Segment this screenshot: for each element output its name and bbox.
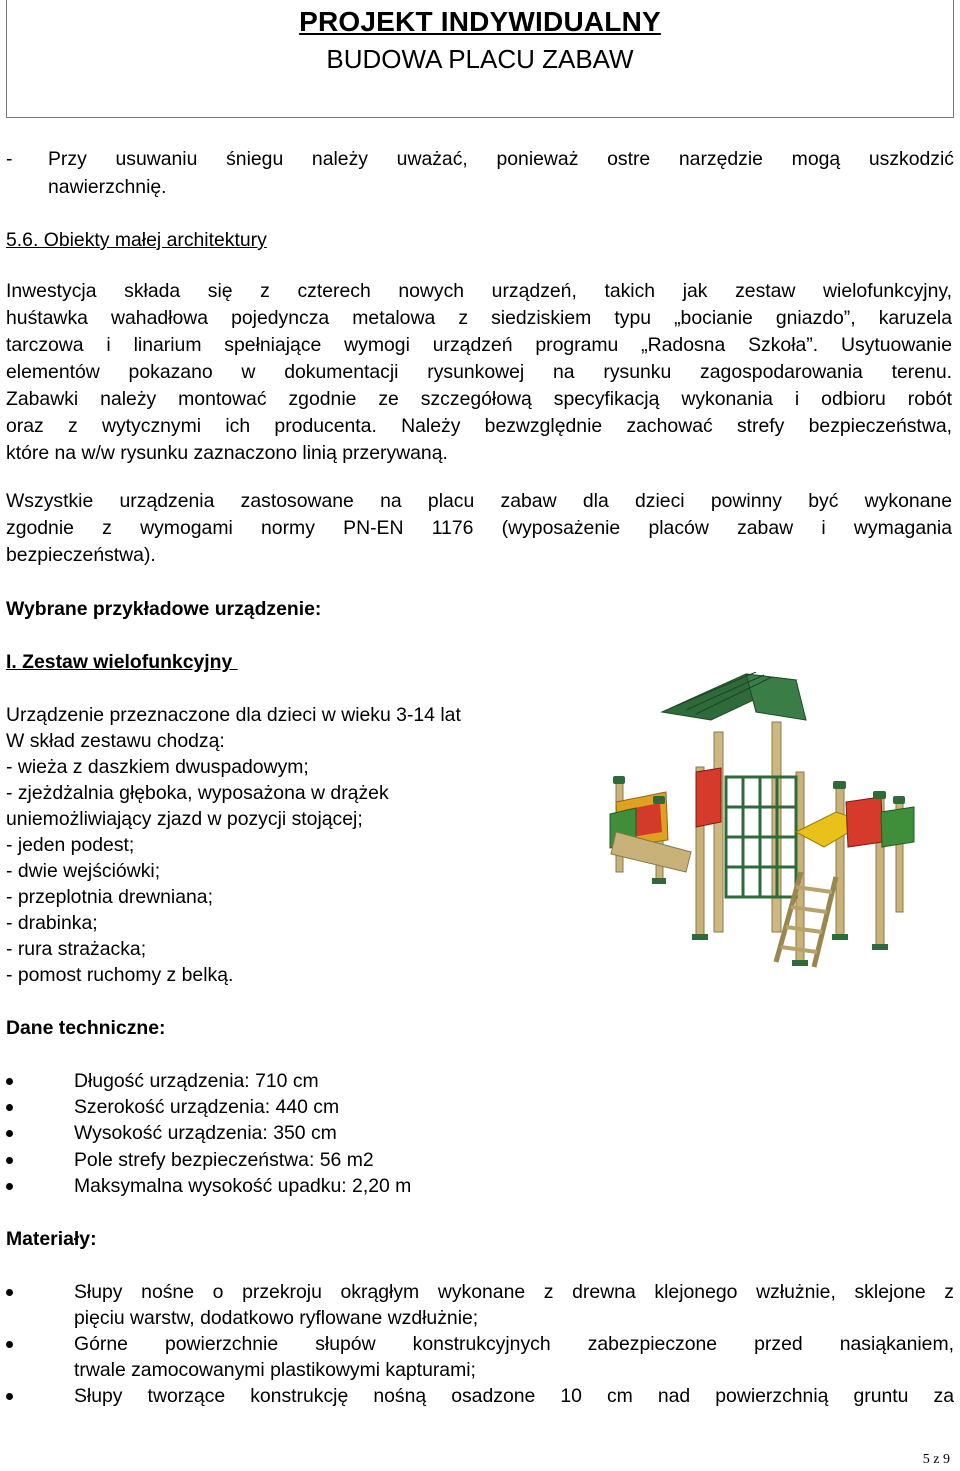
para1-line: Inwestycja składa się z czterech nowych urządzeń, takich jak zestaw wielofunkcyjny, [6,280,952,302]
materials-heading: Materiały: [6,1228,97,1250]
item-line: Urządzenie przeznaczone dla dzieci w wieku 3-14 lat [6,704,461,726]
para1-line: Zabawki należy montować zgodnie ze szczegółową specyfikacją wykonania i odbioru robót [6,388,952,410]
bullet-icon [6,1078,13,1085]
item-line: - wieża z daszkiem dwuspadowym; [6,756,309,778]
para1-line: huśtawka wahadłowa pojedyncza metalowa z siedziskiem typu „bocianie gniazdo”, karuzela [6,307,952,329]
selected-device-heading: Wybrane przykładowe urządzenie: [6,598,322,620]
section-heading: 5.6. Obiekty małej architektury [6,229,267,251]
bullet-icon [6,1157,13,1164]
item-line: - pomost ruchomy z belką. [6,964,234,986]
para1-line: oraz z wytycznymi ich producenta. Należy bezwzględnie zachować strefy bezpieczeństwa, [6,415,952,437]
bullet-icon [6,1183,13,1190]
snow-note-line-2: nawierzchnię. [48,176,167,198]
para2-line: zgodnie z wymogami normy PN-EN 1176 (wyposażenie placów zabaw i wymagania [6,517,952,539]
para1-line: które na w/w rysunku zaznaczono linią przerywaną. [6,442,448,464]
snow-note-line-1: Przy usuwaniu śniegu należy uważać, ponieważ ostre narzędzie mogą uszkodzić [48,148,954,170]
page-header [6,0,954,118]
para1-line: tarczowa i linarium spełniające wymogi urządzeń programu „Radosna Szkoła”. Usytuowanie [6,334,952,356]
item-line: - przeplotnia drewniana; [6,886,213,908]
item-line: W skład zestawu chodzą: [6,730,225,752]
bullet-icon [6,1341,13,1348]
item-line: - dwie wejściówki; [6,860,161,882]
bullet-icon [6,1289,13,1296]
bullet-icon [6,1393,13,1400]
para1-line: elementów pokazano w dokumentacji rysunkowej na rysunku zagospodarowania terenu. [6,361,952,383]
bullet-icon [6,1104,13,1111]
item-line: - zjeżdżalnia głęboka, wyposażona w drążek [6,782,389,804]
para2-line: bezpieczeństwa). [6,544,156,566]
item-line: - drabinka; [6,912,98,934]
item-line: - rura strażacka; [6,938,147,960]
document-title: PROJEKT INDYWIDUALNY [299,6,661,37]
tech-heading: Dane techniczne: [6,1017,166,1039]
playground-set-image [596,672,926,982]
document-subtitle: BUDOWA PLACU ZABAW [326,44,634,74]
para2-line: Wszystkie urządzenia zastosowane na placu zabaw dla dzieci powinny być wykonane [6,490,952,512]
list-dash: - [6,148,13,170]
item-line: - jeden podest; [6,834,135,856]
item-heading: I. Zestaw wielofunkcyjny [6,651,238,673]
page-number: 5 z 9 [922,1452,950,1467]
item-line: uniemożliwiający zjazd w pozycji stojącej; [6,808,363,830]
bullet-icon [6,1130,13,1137]
